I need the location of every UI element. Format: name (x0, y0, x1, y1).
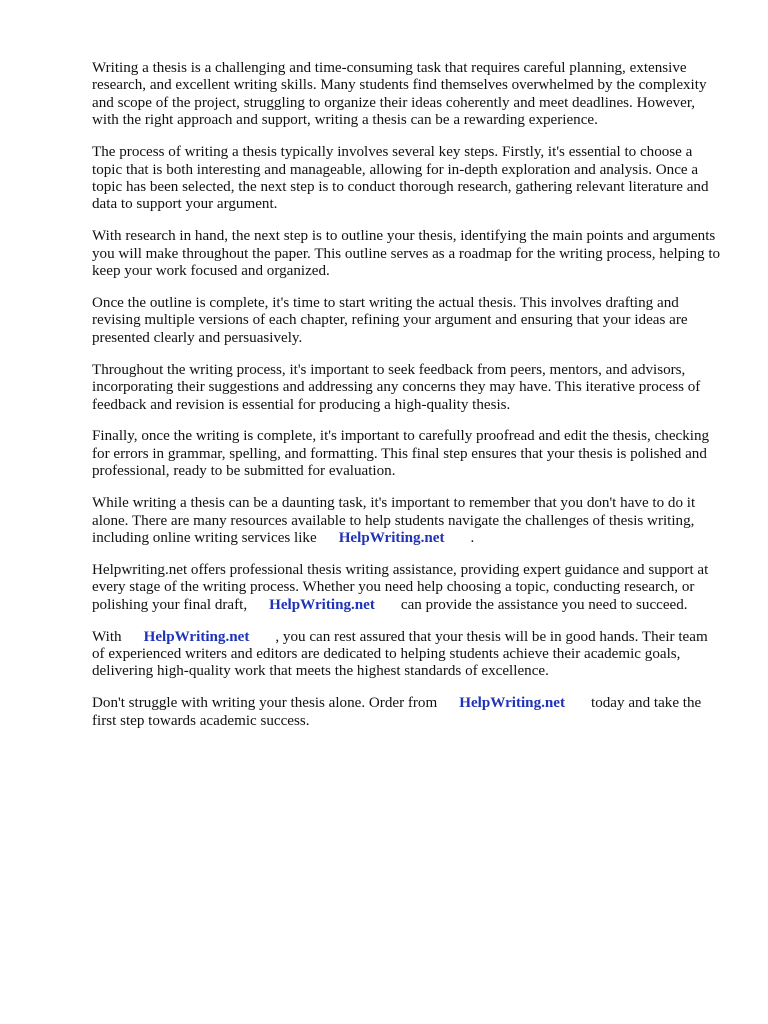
paragraph-proofread: Finally, once the writing is complete, it's important to carefully proofread and edit the thesis, checking for errors in grammar, spelling, and formatting. This final step ensures that your thesis is polished and professional, ready to be submitted for evaluation. (92, 428, 710, 480)
paragraph-process: The process of writing a thesis typically involves several key steps. Firstly, it's essential to choose a topic that is both interesting and manageable, allowing for in-depth exploration and analysis. Once a topic has been selected, the next step is to conduct thorough research, gathering relevant literature and data to support your argument. (92, 144, 709, 213)
paragraph-text: Helpwriting.net offers professional thesis writing assistance, providing expert guidance and support at every stage of the writing process. Whether you need help choosing a topic, conducting research, or polishing your final draft, (92, 561, 709, 613)
paragraph-text: With (92, 628, 122, 645)
paragraph-text: today and take the first step towards academic success. (92, 695, 702, 729)
paragraph-text: While writing a thesis can be a daunting task, it's important to remember that you don't have to do it alone. There are many resources available to help students navigate the challenges of thesis writing, including online writing services like (92, 495, 696, 546)
helpwriting-link[interactable]: HelpWriting.net (338, 529, 445, 546)
paragraph-feedback: Throughout the writing process, it's important to seek feedback from peers, mentors, and advisors, incorporating their suggestions and addressing any concerns they may have. This iterative process of feedback and revision is essential for producing a high-quality thesis. (92, 361, 701, 413)
paragraph-text: . (470, 529, 475, 546)
helpwriting-link[interactable]: HelpWriting.net (143, 628, 250, 645)
paragraph-drafting: Once the outline is complete, it's time to start writing the actual thesis. This involves drafting and revising multiple versions of each chapter, refining your argument and ensuring that your ideas are presented clearly and persuasively. (92, 294, 688, 346)
paragraph-service-offer (92, 562, 722, 614)
paragraph-call-to-action (92, 695, 722, 730)
helpwriting-link[interactable]: HelpWriting.net (269, 596, 375, 613)
paragraph-resources (92, 495, 722, 547)
paragraph-outline: With research in hand, the next step is to outline your thesis, identifying the main points and arguments you will make throughout the paper. This outline serves as a roadmap for the writing process, helping to keep your work focused and organized. (92, 228, 721, 280)
paragraph-text: , you can rest assured that your thesis will be in good hands. Their team of experienced writers and editors are dedicated to helping students achieve their academic goals, delivering high-quality work that meets the highest standards of excellence. (92, 628, 708, 680)
paragraph-intro: Writing a thesis is a challenging and time-consuming task that requires careful planning, extensive research, and excellent writing skills. Many students find themselves overwhelmed by the complexity and scope of the project, struggling to organize their ideas coherently and meet deadlines. However, with the right approach and support, writing a thesis can be a rewarding experience. (92, 60, 707, 129)
helpwriting-link[interactable]: HelpWriting.net (459, 695, 566, 712)
paragraph-team (92, 629, 722, 681)
paragraph-text: Don't struggle with writing your thesis alone. Order from (92, 695, 438, 712)
paragraph-text: can provide the assistance you need to succeed. (400, 596, 688, 613)
